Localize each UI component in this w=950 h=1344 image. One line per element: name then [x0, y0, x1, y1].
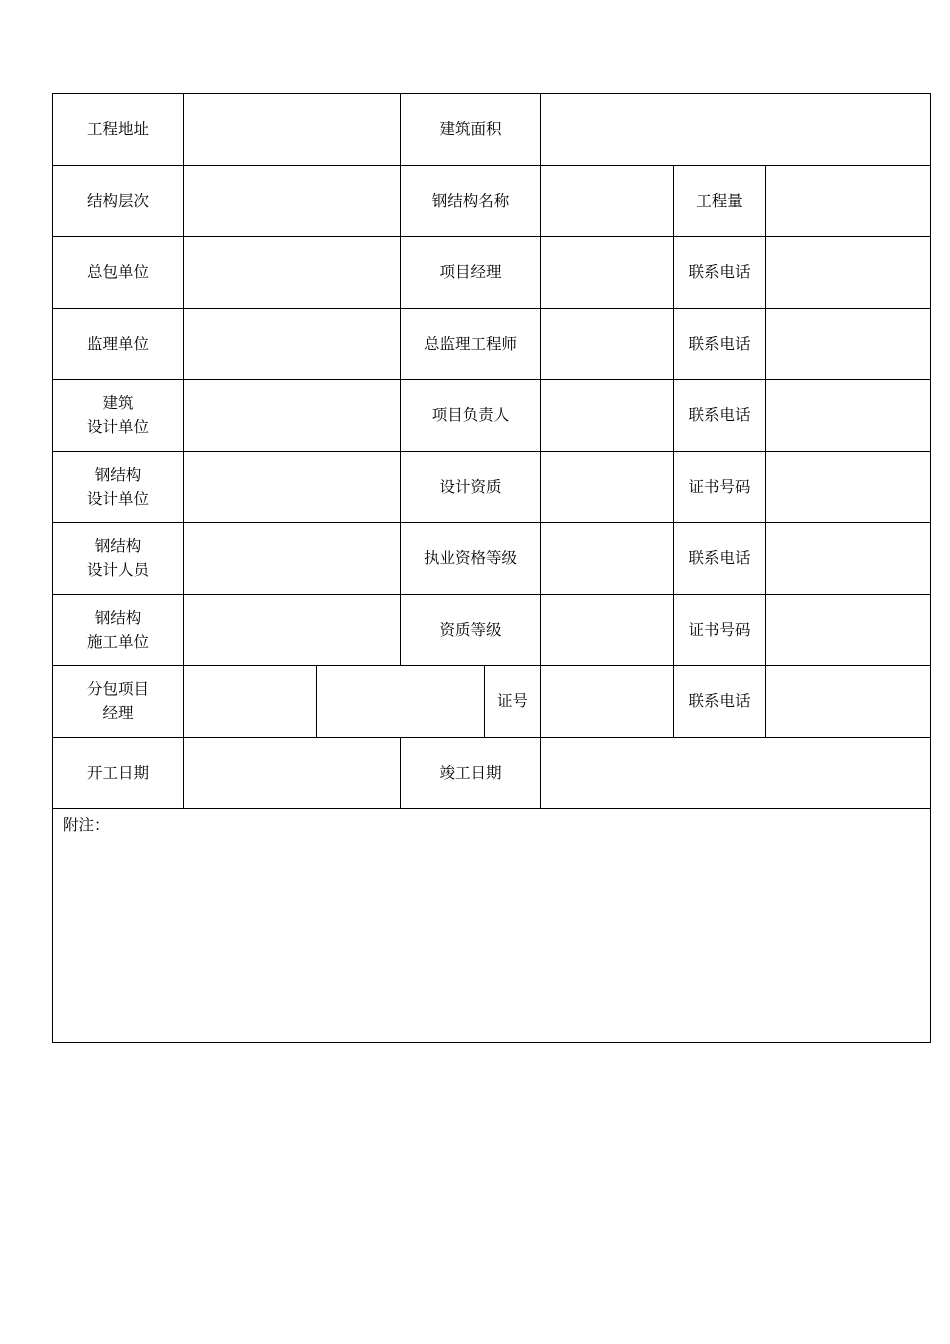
certificate-number-field[interactable]	[766, 451, 931, 523]
form-row-architectural-design-unit	[53, 380, 931, 452]
qualification-grade-label: 资质等级	[401, 594, 541, 666]
structure-levels-field[interactable]	[184, 165, 401, 237]
steel-construction-unit-label: 钢结构 施工单位	[53, 594, 184, 666]
practice-qualification-field[interactable]	[541, 523, 674, 595]
building-area-field[interactable]	[541, 94, 931, 166]
architectural-design-unit-label: 建筑 设计单位	[53, 380, 184, 452]
form-row-start-date	[53, 737, 931, 809]
certificate-number-label: 证书号码	[674, 594, 766, 666]
certificate-number-field[interactable]	[766, 594, 931, 666]
certificate-number-label: 证书号码	[674, 451, 766, 523]
steel-structure-name-field[interactable]	[541, 165, 674, 237]
form-row-general-contractor	[53, 237, 931, 309]
project-address-label: 工程地址	[53, 94, 184, 166]
contact-phone-field[interactable]	[766, 308, 931, 380]
certificate-no-field[interactable]	[541, 666, 674, 738]
certificate-no-label: 证号	[485, 666, 541, 738]
supervision-unit-field[interactable]	[184, 308, 401, 380]
chief-supervisor-label: 总监理工程师	[401, 308, 541, 380]
contact-phone-label: 联系电话	[674, 523, 766, 595]
steel-design-unit-field[interactable]	[184, 451, 401, 523]
subcontract-manager-field-1[interactable]	[184, 666, 317, 738]
contact-phone-label: 联系电话	[674, 308, 766, 380]
project-manager-field[interactable]	[541, 237, 674, 309]
contact-phone-label: 联系电话	[674, 666, 766, 738]
practice-qualification-label: 执业资格等级	[401, 523, 541, 595]
contact-phone-label: 联系电话	[674, 237, 766, 309]
contact-phone-field[interactable]	[766, 666, 931, 738]
steel-designer-label: 钢结构 设计人员	[53, 523, 184, 595]
form-row-project-address	[53, 94, 931, 166]
notes-label: 附注：	[63, 816, 110, 834]
form-row-structure-levels	[53, 165, 931, 237]
completion-date-label: 竣工日期	[401, 737, 541, 809]
building-area-label: 建筑面积	[401, 94, 541, 166]
design-qualification-label: 设计资质	[401, 451, 541, 523]
project-lead-label: 项目负责人	[401, 380, 541, 452]
project-address-field[interactable]	[184, 94, 401, 166]
form-row-notes	[53, 809, 931, 1043]
form-row-steel-design-unit	[53, 451, 931, 523]
steel-design-unit-label: 钢结构 设计单位	[53, 451, 184, 523]
supervision-unit-label: 监理单位	[53, 308, 184, 380]
contact-phone-label: 联系电话	[674, 380, 766, 452]
work-quantity-label: 工程量	[674, 165, 766, 237]
subcontract-manager-label: 分包项目 经理	[53, 666, 184, 738]
general-contractor-label: 总包单位	[53, 237, 184, 309]
form-row-supervision-unit	[53, 308, 931, 380]
notes-field[interactable]	[53, 809, 931, 1043]
contact-phone-field[interactable]	[766, 237, 931, 309]
architectural-design-unit-field[interactable]	[184, 380, 401, 452]
form-row-steel-construction-unit	[53, 594, 931, 666]
work-quantity-field[interactable]	[766, 165, 931, 237]
form-row-steel-designer	[53, 523, 931, 595]
qualification-grade-field[interactable]	[541, 594, 674, 666]
general-contractor-field[interactable]	[184, 237, 401, 309]
subcontract-manager-field-2[interactable]	[317, 666, 485, 738]
start-date-label: 开工日期	[53, 737, 184, 809]
project-lead-field[interactable]	[541, 380, 674, 452]
project-info-form	[52, 93, 931, 1043]
form-row-subcontract-manager	[53, 666, 931, 738]
start-date-field[interactable]	[184, 737, 401, 809]
completion-date-field[interactable]	[541, 737, 931, 809]
steel-construction-unit-field[interactable]	[184, 594, 401, 666]
contact-phone-field[interactable]	[766, 523, 931, 595]
steel-designer-field[interactable]	[184, 523, 401, 595]
chief-supervisor-field[interactable]	[541, 308, 674, 380]
contact-phone-field[interactable]	[766, 380, 931, 452]
design-qualification-field[interactable]	[541, 451, 674, 523]
structure-levels-label: 结构层次	[53, 165, 184, 237]
steel-structure-name-label: 钢结构名称	[401, 165, 541, 237]
project-manager-label: 项目经理	[401, 237, 541, 309]
